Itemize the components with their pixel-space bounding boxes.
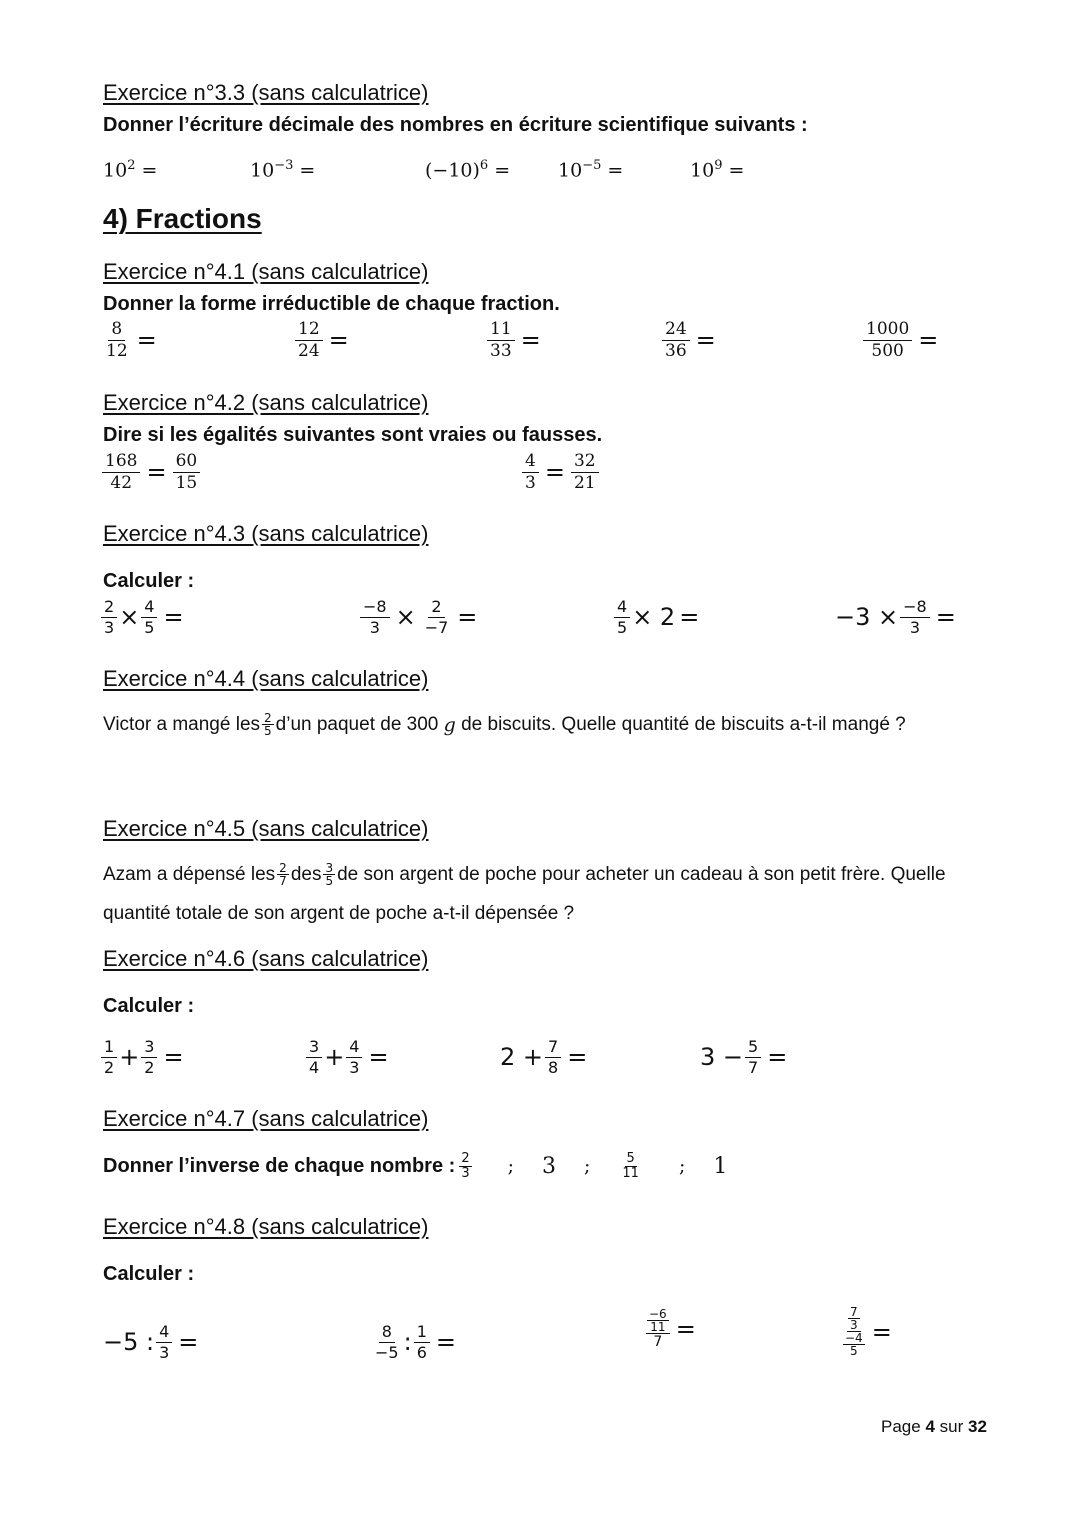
ex46-expression-4: 3 − $\frac{5}{7}$ = — [700, 1037, 788, 1077]
ex43-expression-4: −3 × $\frac{-8}{3}$ = — [835, 597, 956, 637]
ex43-expression-2: $\frac{-8}{3}$ × $\frac{2}{-7}$ = — [358, 598, 481, 636]
ex43-title: Exercice n°4.3 (sans calculatrice) — [103, 521, 429, 546]
ex33-instruction: Donner l’écriture décimale des nombres en écriture scientifique suivants : — [103, 114, 808, 136]
ex44-statement: Victor a mangé les $\frac{2}{5}$ d’un paquet de 300 g de biscuits. Quelle quantité de biscuits a-t-il mangé ? — [103, 711, 906, 738]
ex46-expression-1: $\frac{1}{2}$ + $\frac{3}{2}$ = — [99, 1038, 188, 1076]
ex43-expression-3: $\frac{4}{5}$ × 2 = — [612, 598, 703, 636]
ex43-expression-1: $\frac{2}{3}$ × $\frac{4}{5}$ = — [99, 598, 188, 636]
section-4-title: 4) Fractions — [103, 203, 262, 234]
ex33-item-3: $(-10)^6$ = — [425, 158, 511, 182]
ex33-item-1: $10^2$ = — [103, 158, 158, 182]
ex47-line: Donner l’inverse de chaque nombre : $\frac{2}{3}$ ; 3 ; $\frac{5}{11}$ ; 1 — [103, 1151, 728, 1181]
ex44-title: Exercice n°4.4 (sans calculatrice) — [103, 666, 429, 691]
ex45-statement-line-1: Azam a dépensé les $\frac{2}{7}$ des $\frac{3}{5}$ de son argent de poche pour acheter un cadeau à son petit frère. Quelle — [103, 861, 946, 888]
ex46-label: Calculer : — [103, 995, 195, 1017]
ex45-statement-line-2: quantité totale de son argent de poche a-t-il dépensée ? — [103, 903, 575, 924]
ex33-item-4: $10^{-5}$ = — [558, 158, 624, 182]
ex33-title: Exercice n°3.3 (sans calculatrice) — [103, 80, 429, 105]
ex45-title: Exercice n°4.5 (sans calculatrice) — [103, 816, 429, 841]
ex41-fraction-1: $\frac{8}{12}$ = — [106, 319, 157, 361]
ex42-title: Exercice n°4.2 (sans calculatrice) — [103, 390, 429, 415]
ex46-expression-2: $\frac{3}{4}$ + $\frac{4}{3}$ = — [304, 1038, 393, 1076]
ex42-equality-2: $\frac{4}{3}$ = $\frac{32}{21}$ — [520, 452, 601, 492]
ex42-instruction: Dire si les égalités suivantes sont vraies ou fausses. — [103, 424, 603, 446]
ex41-fraction-2: $\frac{12}{24}$ = — [293, 320, 353, 360]
ex33-item-5: $10^9$ = — [690, 158, 745, 182]
ex48-label: Calculer : — [103, 1263, 195, 1285]
ex42-equality-1: $\frac{168}{42}$ = $\frac{60}{15}$ — [100, 452, 202, 492]
ex47-title: Exercice n°4.7 (sans calculatrice) — [103, 1106, 429, 1131]
ex41-fraction-3: $\frac{11}{33}$ = — [485, 320, 545, 360]
ex41-fraction-4: $\frac{24}{36}$ = — [660, 320, 720, 360]
ex48-title: Exercice n°4.8 (sans calculatrice) — [103, 1214, 429, 1239]
ex33-item-2: $10^{-3}$ = — [250, 158, 316, 182]
page-number: Page 4 sur 32 — [881, 1417, 987, 1436]
ex46-title: Exercice n°4.6 (sans calculatrice) — [103, 946, 429, 971]
ex41-title: Exercice n°4.1 (sans calculatrice) — [103, 259, 429, 284]
ex48-expression-2: $\frac{8}{-5}$ : $\frac{1}{6}$ = — [375, 1322, 456, 1362]
ex41-fraction-5: $\frac{1000}{500}$ = — [861, 320, 942, 360]
ex46-expression-3: 2 + $\frac{7}{8}$ = — [500, 1037, 588, 1077]
ex48-expression-4: $\frac{\frac{7}{3}}{\frac{-4}{5}}$ = — [845, 1305, 892, 1358]
ex41-instruction: Donner la forme irréductible de chaque fraction. — [103, 293, 560, 315]
ex48-expression-1: −5 : $\frac{4}{3}$ = — [103, 1322, 199, 1362]
ex48-expression-3: $\frac{\frac{-6}{11}}{7}$ = — [644, 1308, 700, 1350]
ex43-label: Calculer : — [103, 570, 195, 592]
